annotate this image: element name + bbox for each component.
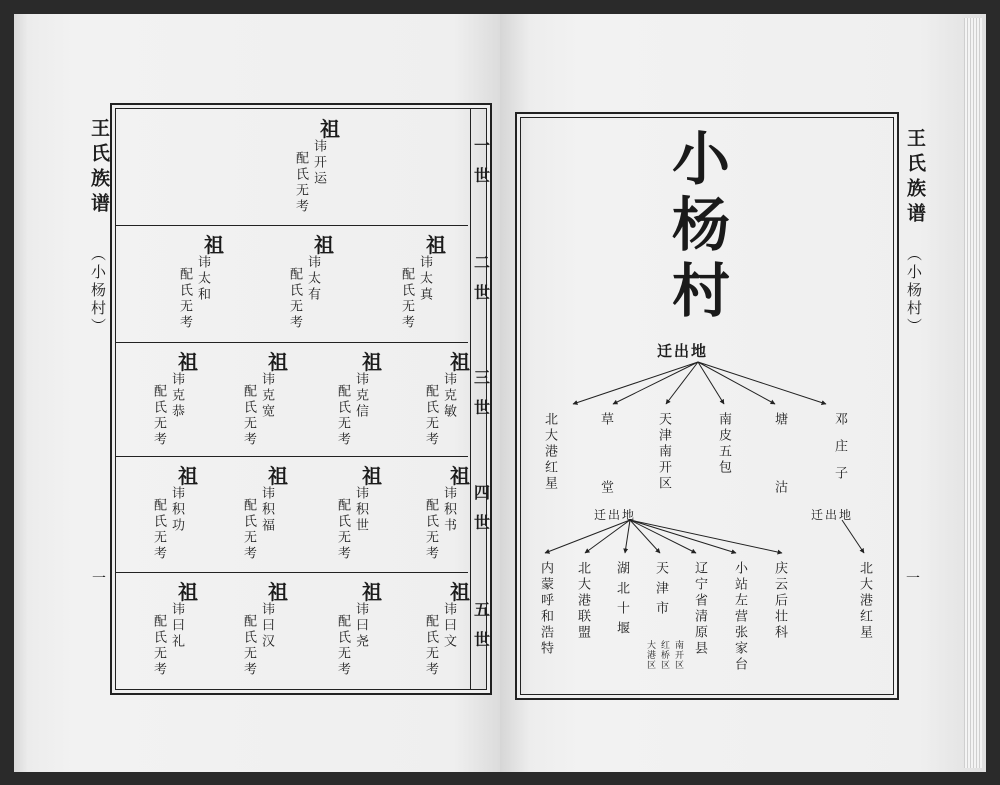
ancestor-entry: [234, 456, 304, 572]
place-tang-gu-bottom: 沽: [772, 480, 787, 496]
ancestor-spouse: 配氏无考: [423, 614, 438, 678]
place-beidagang-hongxing: 北大港红星: [542, 412, 557, 492]
place-hubei-shiyan: 湖北十堰: [614, 561, 629, 641]
ancestor-title: 祖: [362, 464, 382, 488]
ancestor-spouse: 配氏无考: [335, 614, 350, 678]
ancestor-spouse: 配氏无考: [241, 498, 256, 562]
ancestor-title: 祖: [178, 350, 198, 374]
ancestor-title: 祖: [268, 350, 288, 374]
ancestor-name: 讳曰文: [441, 602, 456, 650]
ancestor-entry: [280, 225, 350, 342]
generation-row: [116, 572, 468, 689]
genealogy-table: [110, 103, 492, 695]
district-hongqiao: 红桥区: [659, 640, 669, 670]
ancestor-spouse: 配氏无考: [151, 614, 166, 678]
ancestor-spouse: 配氏无考: [335, 384, 350, 448]
ancestor-spouse: 配氏无考: [423, 384, 438, 448]
ancestor-entry: [328, 572, 398, 689]
ancestor-entry: [170, 225, 240, 342]
place-tang: 堂: [598, 480, 613, 496]
ancestor-title: 祖: [362, 580, 382, 604]
ancestor-name: 讳克敏: [441, 372, 456, 420]
ancestor-title: 祖: [320, 117, 340, 141]
place-tang-gu-top: 塘: [772, 412, 787, 428]
generation-row: [116, 109, 468, 226]
place-nanpi-wubao: 南皮五包: [716, 412, 731, 476]
ancestor-entry: [286, 109, 356, 225]
ancestor-spouse: 配氏无考: [177, 267, 192, 331]
ancestor-name: 讳开运: [311, 139, 326, 187]
ancestor-entry: [328, 456, 398, 572]
ancestor-title: 祖: [178, 464, 198, 488]
ancestor-title: 祖: [450, 580, 470, 604]
ancestor-title: 祖: [362, 350, 382, 374]
ancestor-entry: [234, 572, 304, 689]
ancestor-entry: [144, 572, 214, 689]
ancestor-name: 讳积世: [353, 486, 368, 534]
right-side-title: 王氏族谱: [904, 128, 926, 228]
right-page-edges: [964, 18, 982, 768]
ancestor-spouse: 配氏无考: [423, 498, 438, 562]
ancestor-spouse: 配氏无考: [399, 267, 414, 331]
left-folio: 一: [92, 571, 106, 587]
ancestor-name: 讳克宽: [259, 372, 274, 420]
district-nankai: 南开区: [673, 640, 683, 670]
ancestor-name: 讳克信: [353, 372, 368, 420]
village-title: 小杨村: [662, 128, 730, 326]
ancestor-entry: [392, 225, 462, 342]
generation-label: 三世: [471, 369, 491, 429]
generation-label: 五世: [471, 600, 491, 661]
left-side-title: 王氏族谱: [88, 118, 110, 218]
ancestor-name: 讳曰汉: [259, 602, 274, 650]
place-beidagang-hongxing-2: 北大港红星: [857, 561, 872, 641]
district-dagang: 大港区: [645, 640, 655, 670]
generation-label: 一世: [471, 137, 491, 197]
generation-row: [116, 225, 468, 343]
ancestor-name: 讳太有: [305, 255, 320, 303]
right-side-subtitle: （小杨村）: [905, 246, 923, 336]
ancestor-spouse: 配氏无考: [293, 151, 308, 215]
place-inner-mongolia: 内蒙呼和浩特: [538, 561, 553, 657]
generation-label: 二世: [471, 253, 491, 314]
right-folio: 一: [906, 571, 920, 587]
place-beidagang-lianmeng: 北大港联盟: [575, 561, 590, 641]
ancestor-title: 祖: [450, 464, 470, 488]
ancestor-spouse: 配氏无考: [241, 384, 256, 448]
ancestor-entry: [144, 342, 214, 456]
ancestor-title: 祖: [314, 233, 334, 257]
left-side-subtitle: （小杨村）: [89, 246, 107, 336]
ancestor-name: 讳积功: [169, 486, 184, 534]
ancestor-title: 祖: [178, 580, 198, 604]
ancestor-title: 祖: [426, 233, 446, 257]
place-tianjin-nankai: 天津南开区: [656, 412, 671, 492]
ancestor-title: 祖: [450, 350, 470, 374]
ancestor-name: 讳积福: [259, 486, 274, 534]
migration-label: 迁出地: [657, 342, 709, 360]
place-xiaozhan-zhangjiatai: 小站左营张家台: [732, 561, 747, 673]
ancestor-title: 祖: [268, 464, 288, 488]
ancestor-spouse: 配氏无考: [287, 267, 302, 331]
place-cao: 草: [598, 412, 613, 428]
ancestor-title: 祖: [204, 233, 224, 257]
place-liaoning-qingyuan: 辽宁省清原县: [692, 561, 707, 657]
sub-migration-label-b: 迁出地: [811, 508, 854, 522]
ancestor-name: 讳克恭: [169, 372, 184, 420]
ancestor-spouse: 配氏无考: [151, 384, 166, 448]
ancestor-name: 讳曰尧: [353, 602, 368, 650]
generation-row: [116, 342, 468, 457]
place-qingyun-houzhuangke: 庆云后壮科: [772, 561, 787, 641]
ancestor-spouse: 配氏无考: [241, 614, 256, 678]
ancestor-spouse: 配氏无考: [335, 498, 350, 562]
ancestor-name: 讳太真: [417, 255, 432, 303]
ancestor-entry: [144, 456, 214, 572]
ancestor-name: 讳太和: [195, 255, 210, 303]
generation-label: 四世: [471, 484, 491, 544]
ancestor-name: 讳积书: [441, 486, 456, 534]
ancestor-spouse: 配氏无考: [151, 498, 166, 562]
generation-row: [116, 456, 468, 573]
sub-migration-label-a: 迁出地: [594, 508, 637, 522]
place-dengzhuangzi: 邓庄子: [832, 412, 847, 493]
ancestor-entry: [234, 342, 304, 456]
place-tianjin-city: 天津市: [653, 561, 668, 621]
ancestor-entry: [328, 342, 398, 456]
ancestor-title: 祖: [268, 580, 288, 604]
ancestor-name: 讳曰礼: [169, 602, 184, 650]
